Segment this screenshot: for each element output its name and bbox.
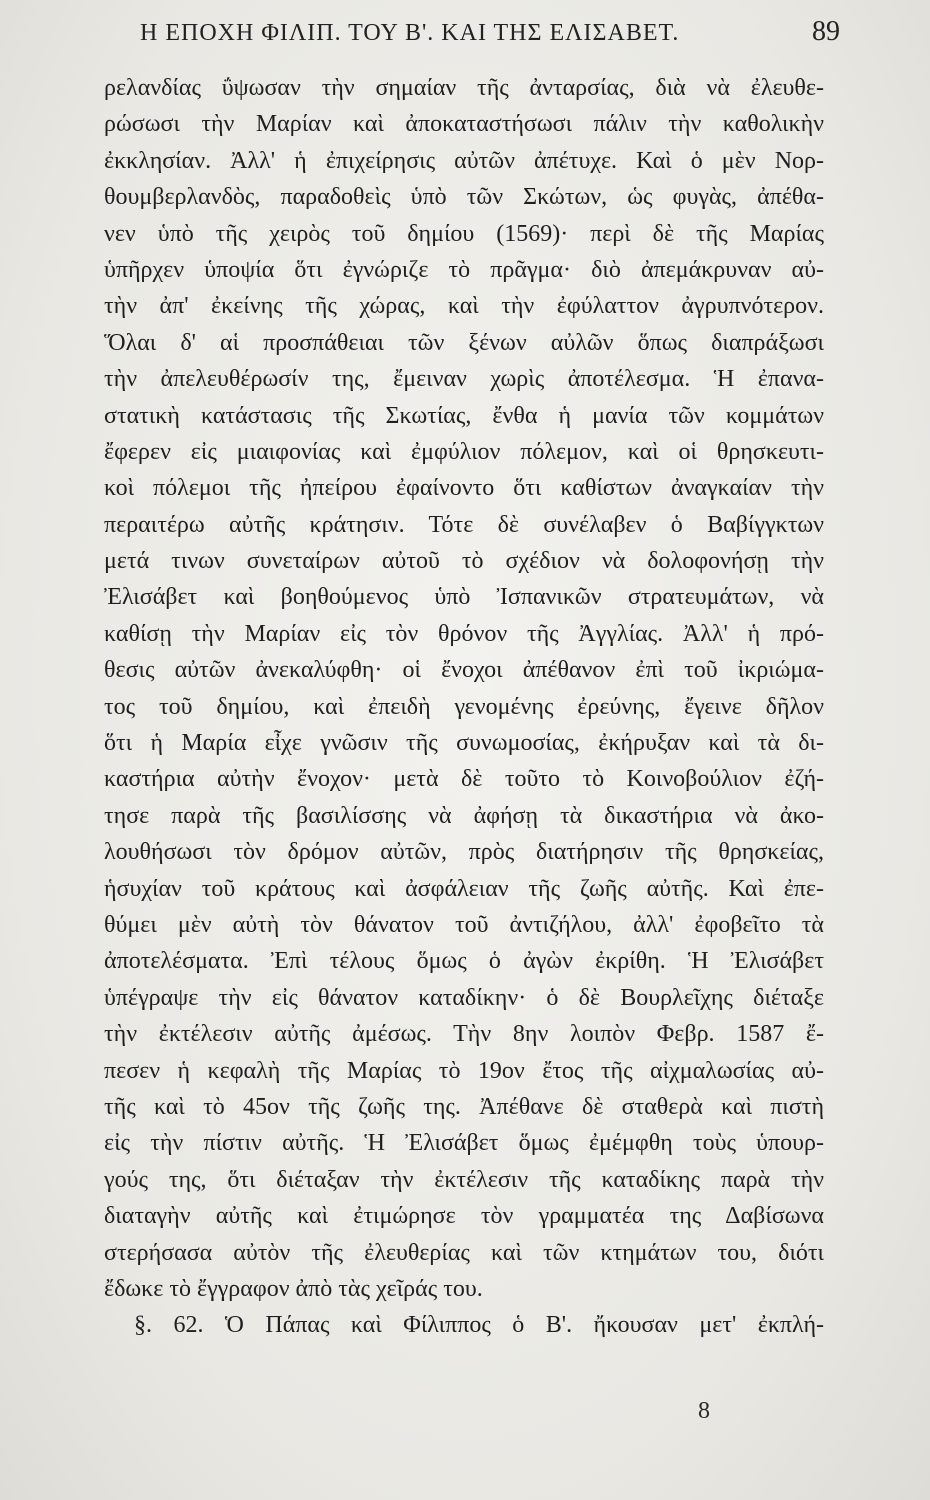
text-line: ρελανδίας ΰψωσαν τὴν σημαίαν τῆς ἀνταρσίας, διὰ νὰ ἐλευθε-: [104, 75, 824, 101]
text-line: θεσις αὐτῶν ἀνεκαλύφθη· οἱ ἔνοχοι ἀπέθανον ἐπὶ τοῦ ἰκριώμα-: [104, 657, 824, 684]
running-head: Η ΕΠΟΧΗ ΦΙΛΙΠ. ΤΟΥ Β'. ΚΑΙ ΤΗΣ ΕΛΙΣΑΒΕΤ.: [140, 20, 680, 46]
text-line: καστήρια αὐτὴν ἔνοχον· μετὰ δὲ τοῦτο τὸ Κοινοβούλιον ἐζή-: [104, 766, 824, 793]
text-line: κοὶ πόλεμοι τῆς ἠπείρου ἐφαίνοντο ὅτι καθίστων ἀναγκαίαν τὴν: [104, 475, 824, 502]
printer-signature: 8: [698, 1398, 710, 1424]
text-line: εἰς τὴν πίστιν αὐτῆς. Ἡ Ἐλισάβετ ὅμως ἐμέμφθη τοὺς ὑπουρ-: [104, 1130, 824, 1157]
text-line: πεσεν ἡ κεφαλὴ τῆς Μαρίας τὸ 19ον ἔτος τῆς αἰχμαλωσίας αὐ-: [104, 1057, 824, 1084]
text-line: στατικὴ κατάστασις τῆς Σκωτίας, ἔνθα ἡ μανία τῶν κομμάτων: [104, 402, 824, 429]
text-line: ὑπῆρχεν ὑποψία ὅτι ἐγνώριζε τὸ πρᾶγμα· διὸ ἀπεμάκρυναν αὐ-: [104, 256, 824, 283]
text-line: μετά τινων συνεταίρων αὐτοῦ τὸ σχέδιον νὰ δολοφονήσῃ τὴν: [104, 548, 824, 575]
page-header: [140, 14, 840, 54]
text-line: θουμβερλανδὸς, παραδοθεὶς ὑπὸ τῶν Σκώτων, ὡς φυγὰς, ἀπέθα-: [104, 184, 824, 211]
text-line: γούς της, ὅτι διέταξαν τὴν ἐκτέλεσιν τῆς καταδίκης παρὰ τὴν: [104, 1166, 824, 1193]
text-line: τος τοῦ δημίου, καὶ ἐπειδὴ γενομένης ἐρεύνης, ἔγεινε δῆλον: [104, 693, 824, 720]
text-line: νεν ὑπὸ τῆς χειρὸς τοῦ δημίου (1569)· περὶ δὲ τῆς Μαρίας: [104, 220, 824, 247]
text-line: λουθήσωσι τὸν δρόμον αὐτῶν, πρὸς διατήρησιν τῆς θρησκείας,: [104, 839, 824, 866]
page-number: 89: [812, 16, 840, 47]
text-line: τὴν ἀπελευθέρωσίν της, ἔμειναν χωρὶς ἀποτέλεσμα. Ἡ ἐπανα-: [104, 366, 824, 393]
text-line: ἔφερεν εἰς μιαιφονίας καὶ ἐμφύλιον πόλεμον, καὶ οἱ θρησκευτι-: [104, 438, 824, 465]
text-line: τὴν ἀπ' ἐκείνης τῆς χώρας, καὶ τὴν ἐφύλαττον ἀγρυπνότερον.: [104, 293, 824, 320]
section-heading-line: §. 62. Ὁ Πάπας καὶ Φίλιππος ὁ Β'. ἤκουσαν μετ' ἐκπλή-: [134, 1312, 824, 1339]
text-line: τὴν ἐκτέλεσιν αὐτῆς ἀμέσως. Τὴν 8ην λοιπὸν Φεβρ. 1587 ἔ-: [104, 1021, 824, 1048]
text-line: καθίσῃ τὴν Μαρίαν εἰς τὸν θρόνον τῆς Ἀγγλίας. Ἀλλ' ἡ πρό-: [104, 620, 824, 647]
text-line: ἀποτελέσματα. Ἐπὶ τέλους ὅμως ὁ ἀγὼν ἐκρίθη. Ἡ Ἐλισάβετ: [104, 948, 824, 975]
text-line: ἔδωκε τὸ ἔγγραφον ἀπὸ τὰς χεῖράς του.: [104, 1275, 483, 1302]
text-line: ἐκκλησίαν. Ἀλλ' ἡ ἐπιχείρησις αὐτῶν ἀπέτυχε. Καὶ ὁ μὲν Νορ-: [104, 147, 824, 174]
text-line: ὅτι ἡ Μαρία εἶχε γνῶσιν τῆς συνωμοσίας, ἐκήρυξαν καὶ τὰ δι-: [104, 730, 824, 757]
text-line: περαιτέρω αὐτῆς κράτησιν. Τότε δὲ συνέλαβεν ὁ Βαβίγγκτων: [104, 511, 824, 538]
text-line: στερήσασα αὐτὸν τῆς ἐλευθερίας καὶ τῶν κτημάτων του, διότι: [104, 1239, 824, 1266]
text-line: ὑπέγραψε τὴν εἰς θάνατον καταδίκην· ὁ δὲ Βουρλεῖχης διέταξε: [104, 984, 824, 1011]
text-line: ἡσυχίαν τοῦ κράτους καὶ ἀσφάλειαν τῆς ζωῆς αὐτῆς. Καὶ ἐπε-: [104, 875, 824, 902]
text-line: Ὅλαι δ' αἱ προσπάθειαι τῶν ξένων αὐλῶν ὅπως διαπράξωσι: [104, 329, 824, 356]
text-line: τῆς καὶ τὸ 45ον τῆς ζωῆς της. Ἀπέθανε δὲ σταθερὰ καὶ πιστὴ: [104, 1093, 824, 1120]
text-line: διαταγὴν αὐτῆς καὶ ἐτιμώρησε τὸν γραμματέα της Δαβίσωνα: [104, 1203, 824, 1230]
text-line: Ἐλισάβετ καὶ βοηθούμενος ὑπὸ Ἰσπανικῶν στρατευμάτων, νὰ: [104, 584, 824, 611]
text-line: ρώσωσι τὴν Μαρίαν καὶ ἀποκαταστήσωσι πάλιν τὴν καθολικὴν: [104, 111, 824, 138]
text-line: τησε παρὰ τῆς βασιλίσσης νὰ ἀφήσῃ τὰ δικαστήρια νὰ ἀκο-: [104, 802, 824, 829]
text-line: θύμει μὲν αὐτὴ τὸν θάνατον τοῦ ἀντιζήλου, ἀλλ' ἐφοβεῖτο τὰ: [104, 911, 824, 938]
body-text: [104, 70, 824, 1344]
